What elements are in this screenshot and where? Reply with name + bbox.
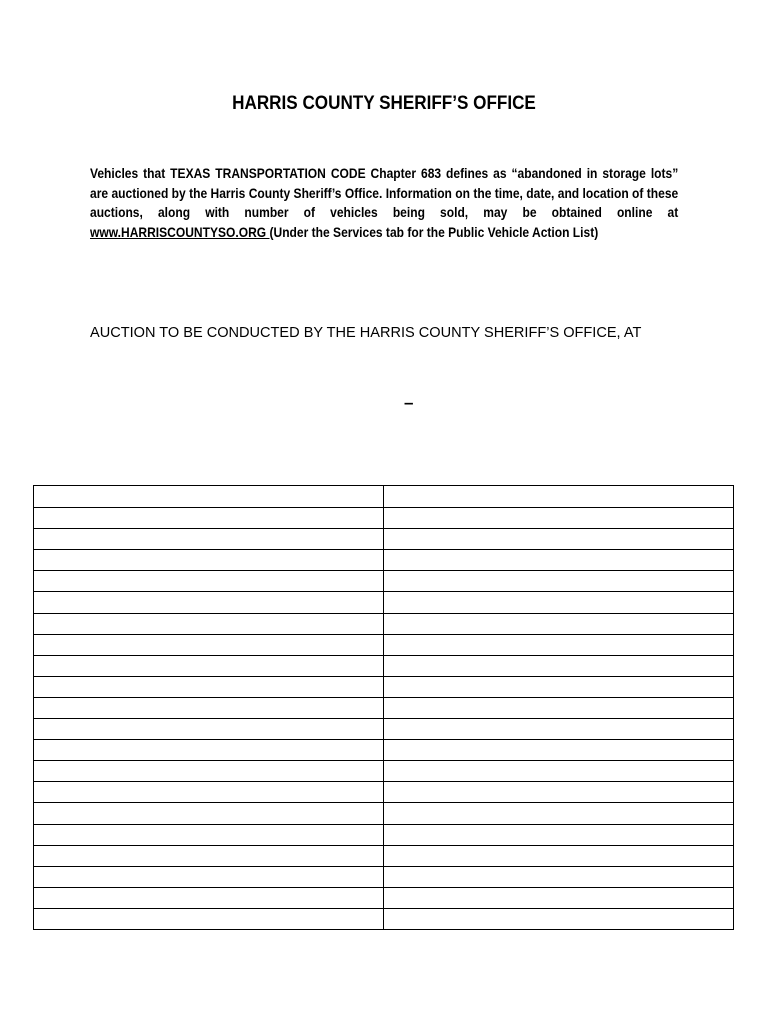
- table-row-line: [34, 908, 733, 909]
- table-row-line: [34, 866, 733, 867]
- table-row-line: [34, 634, 733, 635]
- table-row-line: [34, 739, 733, 740]
- intro-paragraph: [90, 164, 678, 242]
- table-row-line: [34, 549, 733, 550]
- table-row-line: [34, 845, 733, 846]
- website-link[interactable]: www.HARRISCOUNTYSO.ORG: [90, 223, 270, 240]
- table-row-line: [34, 507, 733, 508]
- table-row-line: [34, 697, 733, 698]
- page-title: HARRIS COUNTY SHERIFF’S OFFICE: [232, 93, 536, 114]
- table-row-line: [34, 802, 733, 803]
- table-row-line: [34, 591, 733, 592]
- table-row-line: [34, 781, 733, 782]
- table-row-line: [34, 528, 733, 529]
- table-row-line: [34, 676, 733, 677]
- date-separator-dash: –: [404, 393, 414, 412]
- table-row-line: [34, 613, 733, 614]
- table-row-line: [34, 570, 733, 571]
- intro-text-after-link: (Under the Services tab for the Public Vehicle Action List): [269, 223, 599, 240]
- table-row-line: [34, 760, 733, 761]
- column-divider: [383, 486, 384, 929]
- table-row-line: [34, 887, 733, 888]
- table-row-line: [34, 824, 733, 825]
- table-row-line: [34, 655, 733, 656]
- intro-text: Vehicles that TEXAS TRANSPORTATION CODE Chapter 683 defines as “abandoned in storage lots” are auctioned by the Harris County Sheriff’s Office. Information on the time, date, and location of these auctions, along with number of vehicles being sold, may be obtained online at: [90, 165, 679, 220]
- vehicle-table: [33, 485, 734, 930]
- auction-statement: AUCTION TO BE CONDUCTED BY THE HARRIS COUNTY SHERIFF’S OFFICE, AT: [90, 324, 642, 341]
- table-row-line: [34, 718, 733, 719]
